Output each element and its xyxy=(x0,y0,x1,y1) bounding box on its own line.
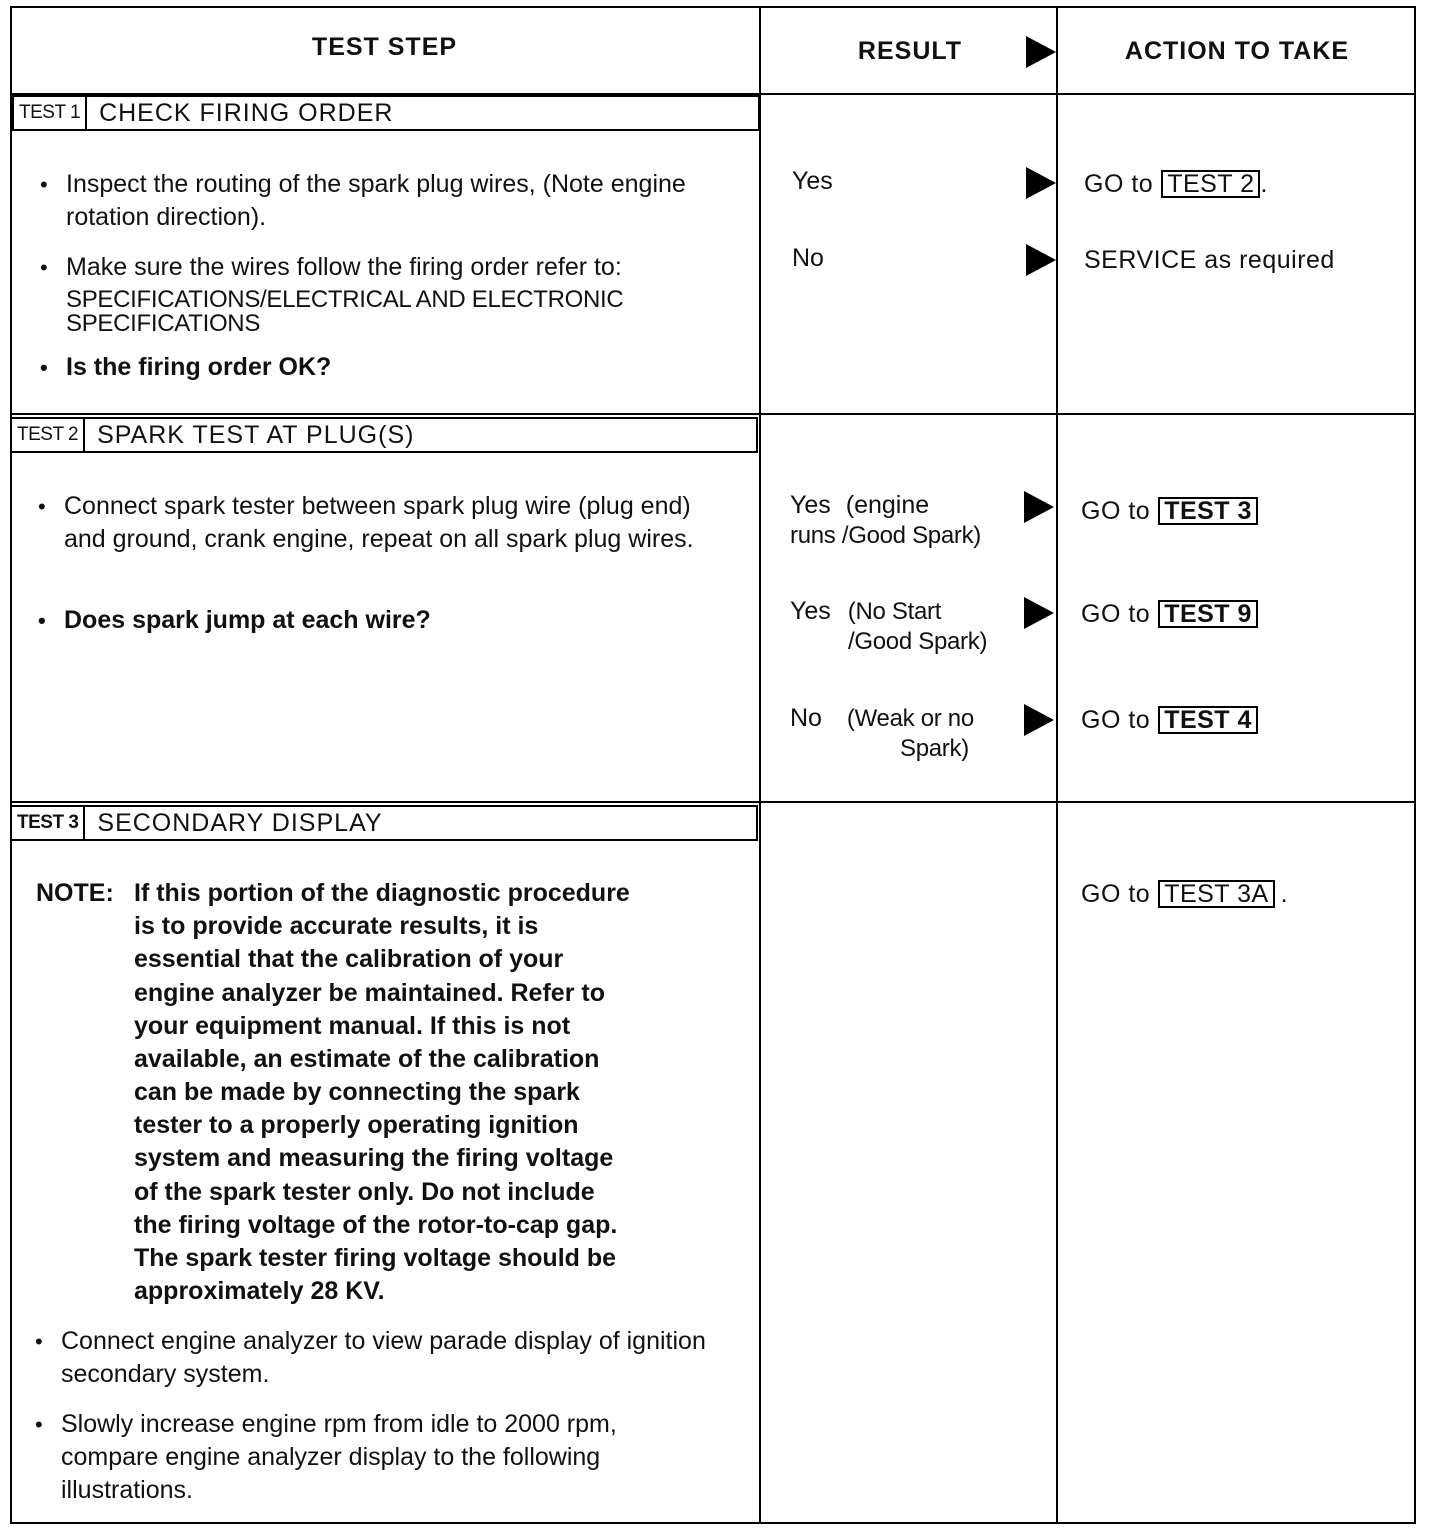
row-divider-1 xyxy=(10,413,1416,415)
result-arrow-icon xyxy=(1026,36,1056,68)
test3-title: SECONDARY DISPLAY xyxy=(97,808,383,837)
header-result: RESULT xyxy=(857,37,963,65)
test3-note-line-10: of the spark tester only. Do not include xyxy=(134,1178,595,1206)
test2-link-box[interactable]: TEST 2 xyxy=(1161,170,1260,198)
test3-note-line-2: is to provide accurate results, it is xyxy=(134,912,539,940)
header-action: ACTION TO TAKE xyxy=(1124,37,1350,65)
test2-result-1-detail2: runs /Good Spark) xyxy=(790,522,981,549)
test3-note-line-5: your equipment manual. If this is not xyxy=(134,1012,571,1040)
test3-number: TEST 3 xyxy=(12,807,85,839)
test1-no-arrow-icon xyxy=(1026,244,1056,276)
test3-note-line-1: If this portion of the diagnostic procedure xyxy=(134,879,630,907)
test1-result-yes: Yes xyxy=(792,167,833,195)
test2-bullet-1: • Connect spark tester between spark plug wire (plug end) and ground, crank engine, repeat on all spark plug wires. xyxy=(64,490,732,556)
test2-result-2 xyxy=(790,596,1020,656)
test2-action-1 xyxy=(1081,496,1258,526)
test2-action-1-prefix: GO to xyxy=(1081,497,1151,525)
test2-action-3 xyxy=(1081,705,1258,735)
test2-result-1-label: Yes xyxy=(790,491,831,519)
test3-note-line-11: the firing voltage of the rotor-to-cap gap. xyxy=(134,1211,618,1239)
test2-result-2-detail2: /Good Spark) xyxy=(848,628,988,655)
column-divider-result xyxy=(1056,6,1058,1524)
test2-result-1-detail1: (engine xyxy=(845,491,930,519)
test2-title: SPARK TEST AT PLUG(S) xyxy=(97,420,415,449)
test3-note-line-6: available, an estimate of the calibration xyxy=(134,1045,600,1073)
test1-action-no: SERVICE as required xyxy=(1084,246,1335,274)
test2-result-3-label: No xyxy=(790,704,822,732)
test1-action-yes xyxy=(1084,169,1268,199)
test2-result-2-arrow-icon xyxy=(1024,597,1054,629)
test9-link-box[interactable]: TEST 9 xyxy=(1158,600,1258,628)
test1-bullet-2: • Make sure the wires follow the firing order refer to: xyxy=(66,251,746,284)
test2-action-3-prefix: GO to xyxy=(1081,706,1151,734)
test1-yes-arrow-icon xyxy=(1026,167,1056,199)
test3-note-line-7: can be made by connecting the spark xyxy=(134,1078,580,1106)
test1-action-yes-prefix: GO to xyxy=(1084,170,1154,198)
test2-result-3 xyxy=(790,703,1020,763)
test3-action-suffix: . xyxy=(1280,880,1289,908)
test2-result-3-detail2: Spark) xyxy=(900,735,969,762)
test1-spec-ref: SPECIFICATIONS/ELECTRICAL AND ELECTRONIC SPECIFICATIONS xyxy=(66,286,624,337)
test2-result-3-detail1: (Weak or no xyxy=(846,705,974,732)
test3-tag xyxy=(10,805,758,841)
test3-note-line-8: tester to a properly operating ignition xyxy=(134,1111,579,1139)
test4-link-box[interactable]: TEST 4 xyxy=(1158,706,1258,734)
test2-result-3-arrow-icon xyxy=(1024,704,1054,736)
test3-note-line-13: approximately 28 KV. xyxy=(134,1277,385,1305)
test2-result-1-arrow-icon xyxy=(1024,491,1054,523)
test1-result-no: No xyxy=(792,244,824,272)
test1-action-yes-suffix: . xyxy=(1260,170,1268,198)
test1-tag xyxy=(12,95,760,131)
test3-bullet-2: • Slowly increase engine rpm from idle to 2000 rpm, compare engine analyzer display to the following illustrations. xyxy=(61,1408,681,1507)
test3-note-line-12: The spark tester firing voltage should be xyxy=(134,1244,617,1272)
test2-action-2-prefix: GO to xyxy=(1081,600,1151,628)
test1-bullet-1: • Inspect the routing of the spark plug wires, (Note engine rotation direction). xyxy=(66,168,716,234)
test3-action xyxy=(1081,879,1288,909)
test1-question: • Is the firing order OK? xyxy=(66,351,716,384)
row-divider-2 xyxy=(10,801,1416,803)
test2-tag xyxy=(10,417,758,453)
test2-number: TEST 2 xyxy=(12,419,85,451)
test3-note-line-4: engine analyzer be maintained. Refer to xyxy=(134,979,605,1007)
test2-result-2-label: Yes xyxy=(790,597,831,625)
test2-question: • Does spark jump at each wire? xyxy=(64,604,724,637)
test3-note-line-3: essential that the calibration of your xyxy=(134,945,564,973)
column-divider-step xyxy=(759,6,761,1524)
test2-result-2-detail1: (No Start xyxy=(847,598,942,625)
test3-bullet-1: • Connect engine analyzer to view parade display of ignition secondary system. xyxy=(61,1325,733,1391)
test3-note-label: NOTE: xyxy=(36,879,114,907)
test2-action-2 xyxy=(1081,599,1258,629)
test3-note-line-9: system and measuring the firing voltage xyxy=(134,1144,614,1172)
test3a-link-box[interactable]: TEST 3A xyxy=(1158,880,1274,908)
test1-title: CHECK FIRING ORDER xyxy=(99,98,394,127)
test2-result-1 xyxy=(790,490,1020,550)
test3-link-box[interactable]: TEST 3 xyxy=(1158,497,1258,525)
header-test-step: TEST STEP xyxy=(311,33,458,61)
test3-action-prefix: GO to xyxy=(1081,880,1151,908)
test1-number: TEST 1 xyxy=(14,97,87,129)
